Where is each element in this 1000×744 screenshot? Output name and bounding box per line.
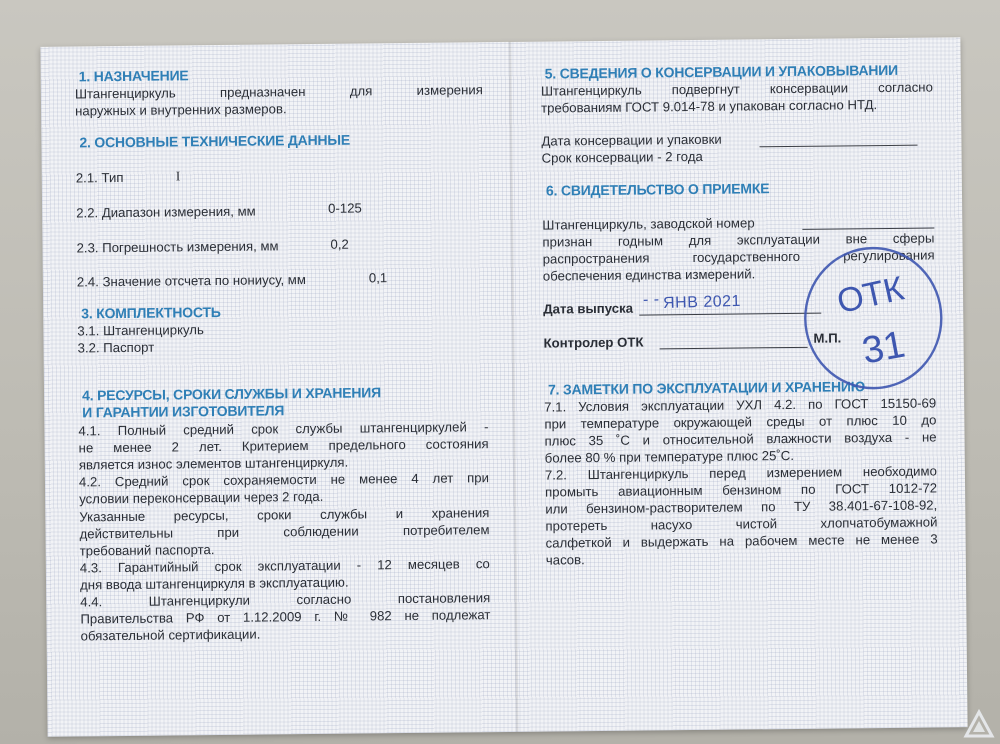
release-date-stamp bbox=[642, 291, 742, 313]
section-4-line-1: 4.1. Полный средний срок службы штангенциркулей - bbox=[78, 419, 489, 439]
spec-error-label: 2.3. Погрешность измерения, мм bbox=[76, 238, 279, 256]
section-1-heading: 1. НАЗНАЧЕНИЕ bbox=[78, 67, 189, 85]
otk-stamp bbox=[792, 237, 954, 399]
section-7-line-6: промыть авиационным бензином по ГОСТ 1012-72 bbox=[545, 480, 938, 500]
section-5-line-1: Штангенциркуль подвергнут консервации согласно bbox=[540, 79, 933, 99]
stamp-text-number: 31 bbox=[858, 323, 909, 373]
section-7-line-7: или бензином-растворителем по ТУ 38.401-67-108-92, bbox=[545, 497, 938, 517]
fold-line bbox=[508, 42, 518, 732]
section-4-line-6: Указанные ресурсы, сроки службы и хранения bbox=[79, 505, 490, 525]
spec-vernier-value: 0,1 bbox=[368, 270, 388, 286]
stamp-place-label: М.П. bbox=[813, 330, 842, 346]
section-3-line-2: 3.2. Паспорт bbox=[77, 339, 155, 356]
section-7-line-9: салфеткой и выдержать на рабочем месте не менее 3 bbox=[545, 531, 938, 551]
section-5-line-4: Срок консервации - 2 года bbox=[541, 148, 703, 166]
section-4-heading-1: 4. РЕСУРСЫ, СРОКИ СЛУЖБЫ И ХРАНЕНИЯ bbox=[81, 384, 382, 404]
spec-range-value: 0-125 bbox=[328, 200, 362, 216]
spec-vernier-label: 2.4. Значение отсчета по нониусу, мм bbox=[76, 272, 306, 290]
conservation-date-label: Дата консервации и упаковки bbox=[541, 131, 722, 149]
watermark-logo bbox=[962, 708, 996, 740]
spec-error-value: 0,2 bbox=[330, 236, 349, 252]
section-1-line-2: наружных и внутренних размеров. bbox=[75, 101, 287, 119]
section-7-line-3: плюс 35 ˚С и относительной влажности воздуха - не bbox=[544, 429, 937, 449]
controller-signature-blank bbox=[660, 347, 808, 350]
section-4-line-2: не менее 2 лет. Критерием предельного состояния bbox=[78, 436, 489, 456]
passport-sheet bbox=[40, 37, 967, 737]
section-7-line-1: 7.1. Условия эксплуатации УХЛ 4.2. по ГОСТ 15150-69 bbox=[544, 395, 937, 415]
section-6-heading: 6. СВИДЕТЕЛЬСТВО О ПРИЕМКЕ bbox=[545, 180, 770, 199]
section-6-line-3: распространения государственного регулирования bbox=[542, 247, 935, 267]
section-4-line-8: требований паспорта. bbox=[79, 542, 215, 559]
release-date-value: ЯНВ 2021 bbox=[662, 292, 742, 313]
section-4-line-13: обязательной сертификации. bbox=[80, 626, 261, 644]
section-4-line-10: дня ввода штангенциркуля в эксплуатацию. bbox=[79, 574, 349, 593]
section-4-line-5: условии переконсервации через 2 года. bbox=[79, 488, 324, 507]
section-5-heading: 5. СВЕДЕНИЯ О КОНСЕРВАЦИИ И УПАКОВЫВАНИИ bbox=[544, 61, 899, 82]
section-3-heading: 3. КОМПЛЕКТНОСТЬ bbox=[81, 303, 221, 322]
section-2-heading: 2. ОСНОВНЫЕ ТЕХНИЧЕСКИЕ ДАННЫЕ bbox=[79, 131, 351, 151]
spec-type-value: I bbox=[175, 168, 181, 184]
section-3-line-1: 3.1. Штангенциркуль bbox=[77, 322, 204, 339]
release-date-label: Дата выпуска bbox=[543, 300, 634, 317]
section-7-line-8: протереть насухо чистой хлопчатобумажной bbox=[545, 514, 938, 534]
section-1-line-1: Штангенциркуль предназначен для измерения bbox=[74, 82, 483, 102]
conservation-date-blank bbox=[759, 145, 917, 148]
section-4-line-4: 4.2. Средний срок сохраняемости не менее 4 лет при bbox=[78, 470, 490, 490]
section-7-line-5: 7.2. Штангенциркуль перед измерением необходимо bbox=[544, 463, 937, 483]
section-7-heading: 7. ЗАМЕТКИ ПО ЭКСПЛУАТАЦИИ И ХРАНЕНИЮ bbox=[547, 378, 866, 398]
stamp-text-otk: ОТК bbox=[833, 269, 908, 322]
section-7-line-10: часов. bbox=[545, 552, 585, 568]
section-4-line-9: 4.3. Гарантийный срок эксплуатации - 12 месяцев со bbox=[79, 556, 490, 576]
section-4-line-12: Правительства РФ от 1.12.2009 г. № 982 не подлежат bbox=[80, 607, 491, 627]
section-5-line-2: требованиям ГОСТ 9.014-78 и упакован согласно НТД. bbox=[541, 97, 878, 116]
section-6-line-4: обеспечения единства измерений. bbox=[542, 266, 756, 284]
section-4-heading-2: И ГАРАНТИИ ИЗГОТОВИТЕЛЯ bbox=[82, 402, 285, 421]
spec-range-label: 2.2. Диапазон измерения, мм bbox=[76, 203, 256, 221]
section-6-line-1: Штангенциркуль, заводской номер bbox=[542, 215, 755, 233]
section-4-line-11: 4.4. Штангенциркули согласно постановления bbox=[80, 590, 491, 610]
spec-type-label: 2.1. Тип bbox=[75, 169, 124, 186]
section-7-line-4: более 80 % при температуре плюс 25˚С. bbox=[544, 447, 795, 466]
stamp-dash-mark: - - bbox=[642, 291, 660, 309]
serial-number-blank bbox=[802, 227, 934, 229]
section-7-line-2: при температуре окружающей среды от плюс 10 до bbox=[544, 412, 937, 432]
section-6-line-2: признан годным для эксплуатации вне сферы bbox=[542, 230, 935, 250]
section-4-line-3: является износ элементов штангенциркуля. bbox=[78, 454, 349, 473]
controller-label: Контролер ОТК bbox=[543, 334, 644, 351]
section-4-line-7: действительны при соблюдении потребителем bbox=[79, 522, 490, 542]
